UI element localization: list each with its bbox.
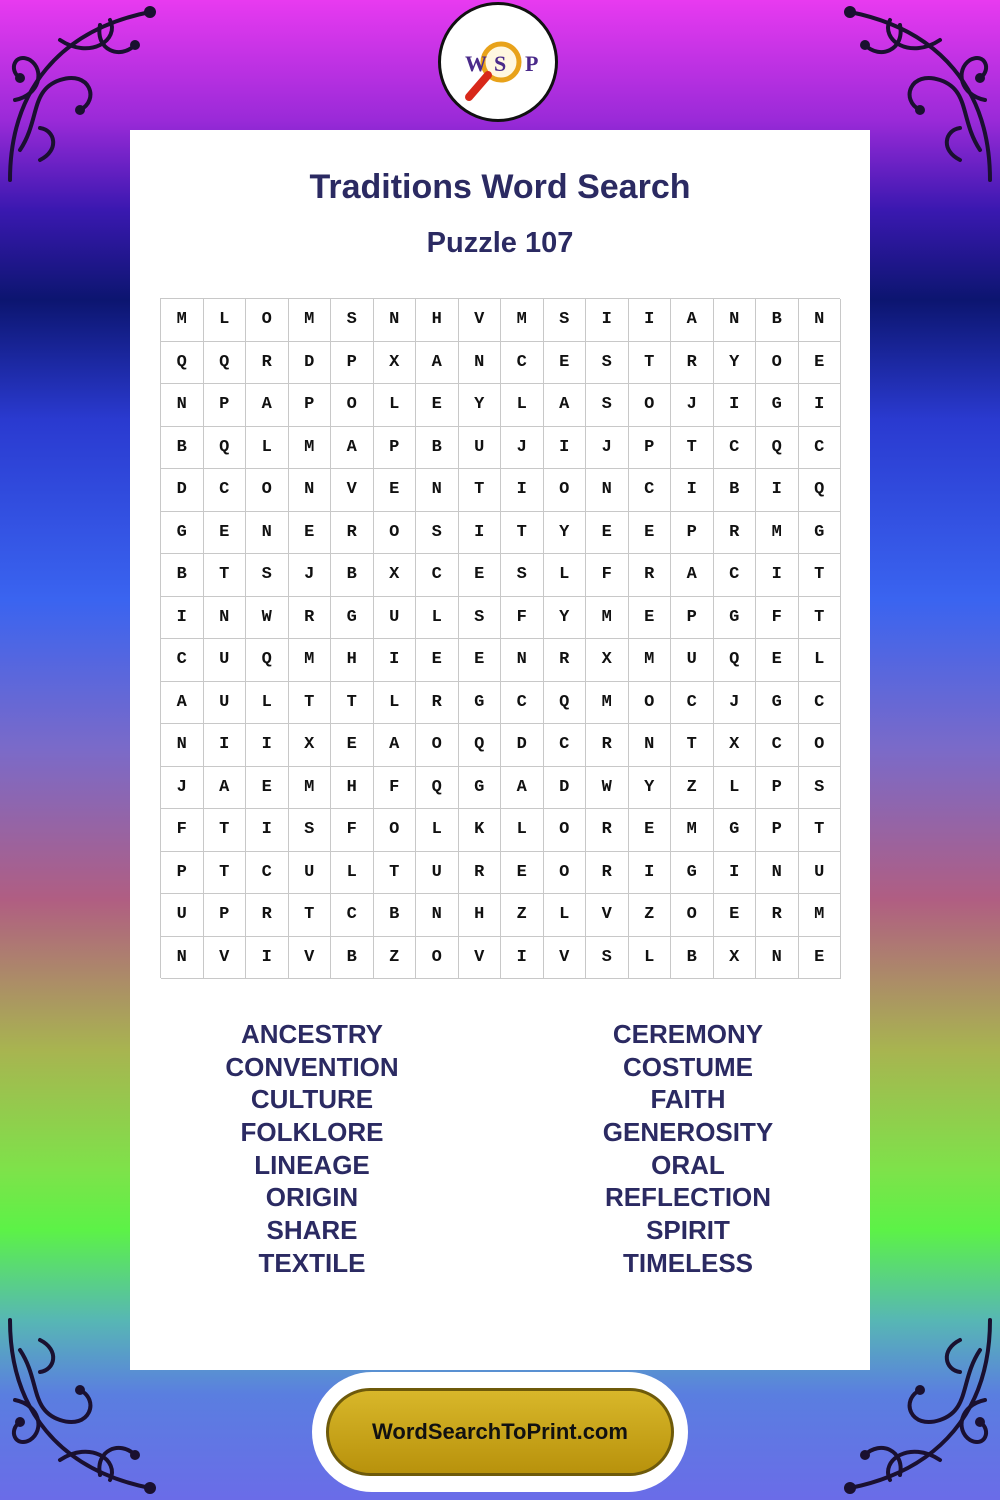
puzzle-card bbox=[130, 130, 870, 1370]
grid-cell[interactable]: R bbox=[629, 554, 672, 597]
grid-cell[interactable]: C bbox=[544, 724, 587, 767]
grid-cell[interactable]: D bbox=[161, 469, 204, 512]
grid-cell[interactable]: V bbox=[459, 937, 502, 980]
grid-cell[interactable]: Q bbox=[416, 767, 459, 810]
grid-cell[interactable]: I bbox=[629, 852, 672, 895]
grid-cell[interactable]: H bbox=[459, 894, 502, 937]
grid-cell[interactable]: E bbox=[459, 639, 502, 682]
grid-cell[interactable]: R bbox=[586, 809, 629, 852]
grid-cell[interactable]: T bbox=[671, 724, 714, 767]
grid-cell[interactable]: C bbox=[501, 682, 544, 725]
grid-cell[interactable]: V bbox=[586, 894, 629, 937]
grid-cell[interactable]: V bbox=[544, 937, 587, 980]
grid-cell[interactable]: U bbox=[799, 852, 842, 895]
grid-cell[interactable]: M bbox=[501, 299, 544, 342]
grid-cell[interactable]: I bbox=[246, 724, 289, 767]
grid-cell[interactable]: T bbox=[459, 469, 502, 512]
grid-cell[interactable]: A bbox=[331, 427, 374, 470]
grid-cell[interactable]: T bbox=[501, 512, 544, 555]
grid-cell[interactable]: R bbox=[331, 512, 374, 555]
grid-cell[interactable]: O bbox=[246, 469, 289, 512]
grid-cell[interactable]: C bbox=[714, 427, 757, 470]
word-list-item: SHARE bbox=[266, 1215, 358, 1246]
grid-cell[interactable]: N bbox=[204, 597, 247, 640]
grid-cell[interactable]: C bbox=[756, 724, 799, 767]
grid-cell[interactable]: N bbox=[246, 512, 289, 555]
grid-cell[interactable]: J bbox=[501, 427, 544, 470]
grid-cell[interactable]: S bbox=[586, 384, 629, 427]
grid-cell[interactable]: F bbox=[161, 809, 204, 852]
grid-cell[interactable]: P bbox=[161, 852, 204, 895]
grid-cell[interactable]: A bbox=[246, 384, 289, 427]
grid-cell[interactable]: S bbox=[416, 512, 459, 555]
grid-cell[interactable]: B bbox=[331, 937, 374, 980]
grid-cell[interactable]: A bbox=[544, 384, 587, 427]
grid-cell[interactable]: B bbox=[714, 469, 757, 512]
grid-cell[interactable]: A bbox=[204, 767, 247, 810]
grid-cell[interactable]: O bbox=[629, 384, 672, 427]
grid-cell[interactable]: Z bbox=[671, 767, 714, 810]
grid-cell[interactable]: Y bbox=[714, 342, 757, 385]
grid-cell[interactable]: X bbox=[586, 639, 629, 682]
grid-cell[interactable]: E bbox=[586, 512, 629, 555]
grid-cell[interactable]: S bbox=[331, 299, 374, 342]
grid-cell[interactable]: R bbox=[416, 682, 459, 725]
grid-cell[interactable]: E bbox=[289, 512, 332, 555]
grid-cell[interactable]: L bbox=[501, 384, 544, 427]
grid-cell[interactable]: P bbox=[671, 597, 714, 640]
grid-cell[interactable]: N bbox=[756, 937, 799, 980]
logo-letter-p: P bbox=[525, 51, 539, 76]
grid-cell[interactable]: D bbox=[544, 767, 587, 810]
grid-cell[interactable]: I bbox=[459, 512, 502, 555]
grid-cell[interactable]: P bbox=[374, 427, 417, 470]
wsp-logo[interactable] bbox=[438, 2, 558, 122]
grid-cell[interactable]: L bbox=[501, 809, 544, 852]
grid-cell[interactable]: S bbox=[586, 342, 629, 385]
grid-cell[interactable]: M bbox=[629, 639, 672, 682]
grid-cell[interactable]: U bbox=[374, 597, 417, 640]
grid-cell[interactable]: M bbox=[289, 639, 332, 682]
grid-cell[interactable]: O bbox=[799, 724, 842, 767]
word-list-item: FAITH bbox=[650, 1084, 726, 1115]
grid-cell[interactable]: Q bbox=[756, 427, 799, 470]
grid-cell[interactable]: R bbox=[246, 342, 289, 385]
grid-cell[interactable]: D bbox=[289, 342, 332, 385]
grid-cell[interactable]: R bbox=[671, 342, 714, 385]
word-list-left bbox=[162, 1018, 462, 1280]
grid-cell[interactable]: T bbox=[289, 894, 332, 937]
grid-cell[interactable]: G bbox=[799, 512, 842, 555]
grid-cell[interactable]: X bbox=[374, 342, 417, 385]
grid-cell[interactable]: U bbox=[204, 639, 247, 682]
grid-cell[interactable]: O bbox=[756, 342, 799, 385]
grid-cell[interactable]: Q bbox=[204, 342, 247, 385]
grid-cell[interactable]: S bbox=[459, 597, 502, 640]
grid-cell[interactable]: E bbox=[246, 767, 289, 810]
grid-cell[interactable]: L bbox=[799, 639, 842, 682]
grid-cell[interactable]: R bbox=[246, 894, 289, 937]
grid-cell[interactable]: N bbox=[161, 937, 204, 980]
grid-cell[interactable]: Q bbox=[714, 639, 757, 682]
grid-cell[interactable]: C bbox=[799, 427, 842, 470]
grid-cell[interactable]: O bbox=[416, 724, 459, 767]
grid-cell[interactable]: Q bbox=[204, 427, 247, 470]
grid-cell[interactable]: I bbox=[246, 937, 289, 980]
grid-cell[interactable]: E bbox=[416, 639, 459, 682]
magnifier-icon bbox=[441, 5, 555, 119]
grid-cell[interactable]: E bbox=[799, 937, 842, 980]
grid-cell[interactable]: C bbox=[416, 554, 459, 597]
grid-cell[interactable]: G bbox=[756, 384, 799, 427]
grid-cell[interactable]: I bbox=[544, 427, 587, 470]
grid-cell[interactable]: P bbox=[671, 512, 714, 555]
word-list-item: CONVENTION bbox=[225, 1051, 399, 1082]
grid-cell[interactable]: L bbox=[544, 894, 587, 937]
grid-cell[interactable]: C bbox=[246, 852, 289, 895]
word-list-item: CEREMONY bbox=[612, 1019, 764, 1049]
grid-cell[interactable]: E bbox=[544, 342, 587, 385]
grid-cell[interactable]: V bbox=[331, 469, 374, 512]
grid-cell[interactable]: F bbox=[374, 767, 417, 810]
grid-cell[interactable]: I bbox=[246, 809, 289, 852]
grid-cell[interactable]: M bbox=[671, 809, 714, 852]
grid-cell[interactable]: E bbox=[629, 597, 672, 640]
grid-cell[interactable]: T bbox=[374, 852, 417, 895]
grid-cell[interactable]: A bbox=[374, 724, 417, 767]
grid-cell[interactable]: P bbox=[756, 809, 799, 852]
grid-cell[interactable]: I bbox=[161, 597, 204, 640]
grid-cell[interactable]: C bbox=[161, 639, 204, 682]
letter-grid[interactable] bbox=[160, 298, 840, 978]
grid-cell[interactable]: J bbox=[671, 384, 714, 427]
grid-cell[interactable]: I bbox=[204, 724, 247, 767]
grid-cell[interactable]: B bbox=[756, 299, 799, 342]
grid-cell[interactable]: R bbox=[586, 724, 629, 767]
grid-cell[interactable]: T bbox=[629, 342, 672, 385]
grid-cell[interactable]: S bbox=[799, 767, 842, 810]
grid-cell[interactable]: N bbox=[374, 299, 417, 342]
grid-cell[interactable]: V bbox=[289, 937, 332, 980]
grid-cell[interactable]: B bbox=[671, 937, 714, 980]
grid-cell[interactable]: U bbox=[416, 852, 459, 895]
grid-cell[interactable]: A bbox=[161, 682, 204, 725]
grid-cell[interactable]: B bbox=[331, 554, 374, 597]
grid-cell[interactable]: G bbox=[756, 682, 799, 725]
grid-cell[interactable]: G bbox=[459, 682, 502, 725]
word-list-right bbox=[538, 1018, 838, 1280]
grid-cell[interactable]: R bbox=[756, 894, 799, 937]
grid-cell[interactable]: T bbox=[799, 554, 842, 597]
grid-cell[interactable]: N bbox=[629, 724, 672, 767]
grid-cell[interactable]: X bbox=[289, 724, 332, 767]
word-list-item: COSTUME bbox=[623, 1051, 753, 1082]
grid-cell[interactable]: Q bbox=[459, 724, 502, 767]
grid-cell[interactable]: E bbox=[629, 809, 672, 852]
grid-cell[interactable]: I bbox=[629, 299, 672, 342]
grid-cell[interactable]: N bbox=[161, 384, 204, 427]
grid-cell[interactable]: M bbox=[289, 767, 332, 810]
grid-cell[interactable]: N bbox=[161, 724, 204, 767]
grid-cell[interactable]: Y bbox=[544, 597, 587, 640]
grid-cell[interactable]: E bbox=[714, 894, 757, 937]
grid-cell[interactable]: N bbox=[416, 469, 459, 512]
grid-cell[interactable]: E bbox=[416, 384, 459, 427]
grid-cell[interactable]: N bbox=[459, 342, 502, 385]
grid-cell[interactable]: L bbox=[204, 299, 247, 342]
grid-cell[interactable]: X bbox=[714, 724, 757, 767]
grid-cell[interactable]: T bbox=[204, 852, 247, 895]
word-list-item: TEXTILE bbox=[258, 1247, 366, 1278]
grid-cell[interactable]: T bbox=[799, 809, 842, 852]
grid-cell[interactable]: C bbox=[629, 469, 672, 512]
grid-cell[interactable]: T bbox=[331, 682, 374, 725]
grid-cell[interactable]: I bbox=[671, 469, 714, 512]
grid-cell[interactable]: G bbox=[459, 767, 502, 810]
grid-cell[interactable]: L bbox=[544, 554, 587, 597]
grid-cell[interactable]: C bbox=[799, 682, 842, 725]
grid-cell[interactable]: B bbox=[416, 427, 459, 470]
grid-cell[interactable]: U bbox=[204, 682, 247, 725]
grid-cell[interactable]: O bbox=[374, 809, 417, 852]
grid-cell[interactable]: E bbox=[459, 554, 502, 597]
grid-cell[interactable]: D bbox=[501, 724, 544, 767]
logo-letter-w: W bbox=[465, 51, 487, 76]
grid-cell[interactable]: W bbox=[586, 767, 629, 810]
grid-cell[interactable]: A bbox=[501, 767, 544, 810]
grid-cell[interactable]: M bbox=[586, 597, 629, 640]
grid-cell[interactable]: O bbox=[246, 299, 289, 342]
grid-cell[interactable]: O bbox=[544, 852, 587, 895]
grid-cell[interactable]: C bbox=[204, 469, 247, 512]
puzzle-number: Puzzle 107 bbox=[426, 227, 574, 259]
grid-cell[interactable]: I bbox=[586, 299, 629, 342]
grid-cell[interactable]: C bbox=[671, 682, 714, 725]
grid-cell[interactable]: N bbox=[799, 299, 842, 342]
grid-cell[interactable]: C bbox=[501, 342, 544, 385]
grid-cell[interactable]: M bbox=[586, 682, 629, 725]
grid-cell[interactable]: P bbox=[756, 767, 799, 810]
grid-cell[interactable]: S bbox=[289, 809, 332, 852]
grid-cell[interactable]: T bbox=[799, 597, 842, 640]
grid-cell[interactable]: L bbox=[374, 384, 417, 427]
grid-cell[interactable]: R bbox=[459, 852, 502, 895]
grid-cell[interactable]: I bbox=[501, 937, 544, 980]
grid-cell[interactable]: L bbox=[246, 427, 289, 470]
grid-cell[interactable]: O bbox=[671, 894, 714, 937]
grid-cell[interactable]: I bbox=[374, 639, 417, 682]
grid-cell[interactable]: I bbox=[714, 384, 757, 427]
grid-cell[interactable]: E bbox=[204, 512, 247, 555]
grid-cell[interactable]: T bbox=[204, 554, 247, 597]
grid-cell[interactable]: O bbox=[374, 512, 417, 555]
grid-cell[interactable]: L bbox=[246, 682, 289, 725]
grid-cell[interactable]: N bbox=[289, 469, 332, 512]
grid-cell[interactable]: R bbox=[289, 597, 332, 640]
grid-cell[interactable]: M bbox=[289, 299, 332, 342]
word-list-item: ORAL bbox=[651, 1149, 725, 1180]
grid-cell[interactable]: Q bbox=[161, 342, 204, 385]
grid-cell[interactable]: X bbox=[374, 554, 417, 597]
grid-cell[interactable]: K bbox=[459, 809, 502, 852]
grid-cell[interactable]: T bbox=[671, 427, 714, 470]
grid-cell[interactable]: S bbox=[586, 937, 629, 980]
word-list-item: LINEAGE bbox=[254, 1149, 370, 1180]
page-title: Traditions Word Search bbox=[309, 168, 691, 206]
grid-cell[interactable]: R bbox=[714, 512, 757, 555]
grid-cell[interactable]: C bbox=[331, 894, 374, 937]
grid-cell[interactable]: S bbox=[501, 554, 544, 597]
grid-cell[interactable]: T bbox=[204, 809, 247, 852]
word-list-item: TIMELESS bbox=[622, 1247, 753, 1278]
grid-cell[interactable]: Q bbox=[246, 639, 289, 682]
grid-cell[interactable]: U bbox=[161, 894, 204, 937]
grid-cell[interactable]: H bbox=[416, 299, 459, 342]
grid-cell[interactable]: A bbox=[671, 299, 714, 342]
grid-cell[interactable]: L bbox=[374, 682, 417, 725]
grid-cell[interactable]: R bbox=[586, 852, 629, 895]
grid-cell[interactable]: Y bbox=[459, 384, 502, 427]
grid-cell[interactable]: L bbox=[331, 852, 374, 895]
grid-cell[interactable]: Q bbox=[799, 469, 842, 512]
grid-cell[interactable]: N bbox=[756, 852, 799, 895]
grid-cell[interactable]: Y bbox=[629, 767, 672, 810]
grid-cell[interactable]: N bbox=[714, 299, 757, 342]
grid-cell[interactable]: E bbox=[629, 512, 672, 555]
grid-cell[interactable]: M bbox=[799, 894, 842, 937]
grid-cell[interactable]: Q bbox=[544, 682, 587, 725]
grid-cell[interactable]: U bbox=[459, 427, 502, 470]
grid-cell[interactable]: E bbox=[331, 724, 374, 767]
grid-cell[interactable]: I bbox=[501, 469, 544, 512]
grid-cell[interactable]: L bbox=[416, 597, 459, 640]
grid-cell[interactable]: Z bbox=[374, 937, 417, 980]
word-list-item: SPIRIT bbox=[646, 1215, 730, 1246]
grid-cell[interactable]: O bbox=[544, 469, 587, 512]
grid-cell[interactable]: I bbox=[799, 384, 842, 427]
grid-cell[interactable]: O bbox=[544, 809, 587, 852]
grid-cell[interactable]: W bbox=[246, 597, 289, 640]
grid-cell[interactable]: A bbox=[671, 554, 714, 597]
grid-cell[interactable]: O bbox=[416, 937, 459, 980]
grid-cell[interactable]: G bbox=[671, 852, 714, 895]
grid-cell[interactable]: O bbox=[331, 384, 374, 427]
grid-cell[interactable]: E bbox=[374, 469, 417, 512]
grid-cell[interactable]: B bbox=[374, 894, 417, 937]
grid-cell[interactable]: I bbox=[756, 469, 799, 512]
grid-cell[interactable]: U bbox=[671, 639, 714, 682]
grid-cell[interactable]: P bbox=[204, 894, 247, 937]
grid-cell[interactable]: F bbox=[501, 597, 544, 640]
grid-cell[interactable]: J bbox=[161, 767, 204, 810]
grid-cell[interactable]: G bbox=[161, 512, 204, 555]
grid-cell[interactable]: L bbox=[714, 767, 757, 810]
grid-cell[interactable]: E bbox=[501, 852, 544, 895]
grid-cell[interactable]: P bbox=[204, 384, 247, 427]
grid-cell[interactable]: N bbox=[416, 894, 459, 937]
grid-cell[interactable]: F bbox=[586, 554, 629, 597]
grid-cell[interactable]: I bbox=[756, 554, 799, 597]
grid-cell[interactable]: F bbox=[756, 597, 799, 640]
grid-cell[interactable]: Z bbox=[629, 894, 672, 937]
grid-cell[interactable]: B bbox=[161, 427, 204, 470]
grid-cell[interactable]: M bbox=[289, 427, 332, 470]
grid-cell[interactable]: G bbox=[714, 597, 757, 640]
grid-cell[interactable]: L bbox=[416, 809, 459, 852]
word-list-item: REFLECTION bbox=[604, 1182, 772, 1213]
grid-cell[interactable]: X bbox=[714, 937, 757, 980]
website-link[interactable]: WordSearchToPrint.com bbox=[372, 1419, 628, 1444]
logo-letter-s: S bbox=[494, 51, 507, 76]
grid-cell[interactable]: C bbox=[714, 554, 757, 597]
grid-cell[interactable]: O bbox=[629, 682, 672, 725]
grid-cell[interactable]: P bbox=[289, 384, 332, 427]
grid-cell[interactable]: Y bbox=[544, 512, 587, 555]
grid-cell[interactable]: G bbox=[331, 597, 374, 640]
word-list-item: CULTURE bbox=[250, 1084, 374, 1115]
grid-cell[interactable]: B bbox=[161, 554, 204, 597]
grid-cell[interactable]: M bbox=[756, 512, 799, 555]
grid-cell[interactable]: I bbox=[714, 852, 757, 895]
grid-cell[interactable]: J bbox=[586, 427, 629, 470]
grid-cell[interactable]: F bbox=[331, 809, 374, 852]
grid-cell[interactable]: P bbox=[629, 427, 672, 470]
grid-cell[interactable]: T bbox=[289, 682, 332, 725]
grid-cell[interactable]: N bbox=[586, 469, 629, 512]
grid-cell[interactable]: J bbox=[714, 682, 757, 725]
grid-cell[interactable]: L bbox=[629, 937, 672, 980]
word-list-item: FOLKLORE bbox=[240, 1117, 384, 1148]
grid-cell[interactable]: S bbox=[246, 554, 289, 597]
grid-cell[interactable]: H bbox=[331, 639, 374, 682]
grid-cell[interactable]: V bbox=[204, 937, 247, 980]
grid-cell[interactable]: E bbox=[756, 639, 799, 682]
grid-cell[interactable]: V bbox=[459, 299, 502, 342]
grid-cell[interactable]: N bbox=[501, 639, 544, 682]
grid-cell[interactable]: E bbox=[799, 342, 842, 385]
website-banner[interactable] bbox=[326, 1388, 674, 1476]
grid-cell[interactable]: S bbox=[544, 299, 587, 342]
word-list-item: GENEROSITY bbox=[602, 1117, 774, 1148]
grid-cell[interactable]: Z bbox=[501, 894, 544, 937]
grid-cell[interactable]: H bbox=[331, 767, 374, 810]
word-list-item: ORIGIN bbox=[265, 1182, 359, 1213]
grid-cell[interactable]: G bbox=[714, 809, 757, 852]
grid-cell[interactable]: J bbox=[289, 554, 332, 597]
grid-cell[interactable]: P bbox=[331, 342, 374, 385]
word-list-item: ANCESTRY bbox=[240, 1019, 384, 1049]
grid-cell[interactable]: M bbox=[161, 299, 204, 342]
grid-cell[interactable]: A bbox=[416, 342, 459, 385]
grid-cell[interactable]: U bbox=[289, 852, 332, 895]
grid-cell[interactable]: R bbox=[544, 639, 587, 682]
